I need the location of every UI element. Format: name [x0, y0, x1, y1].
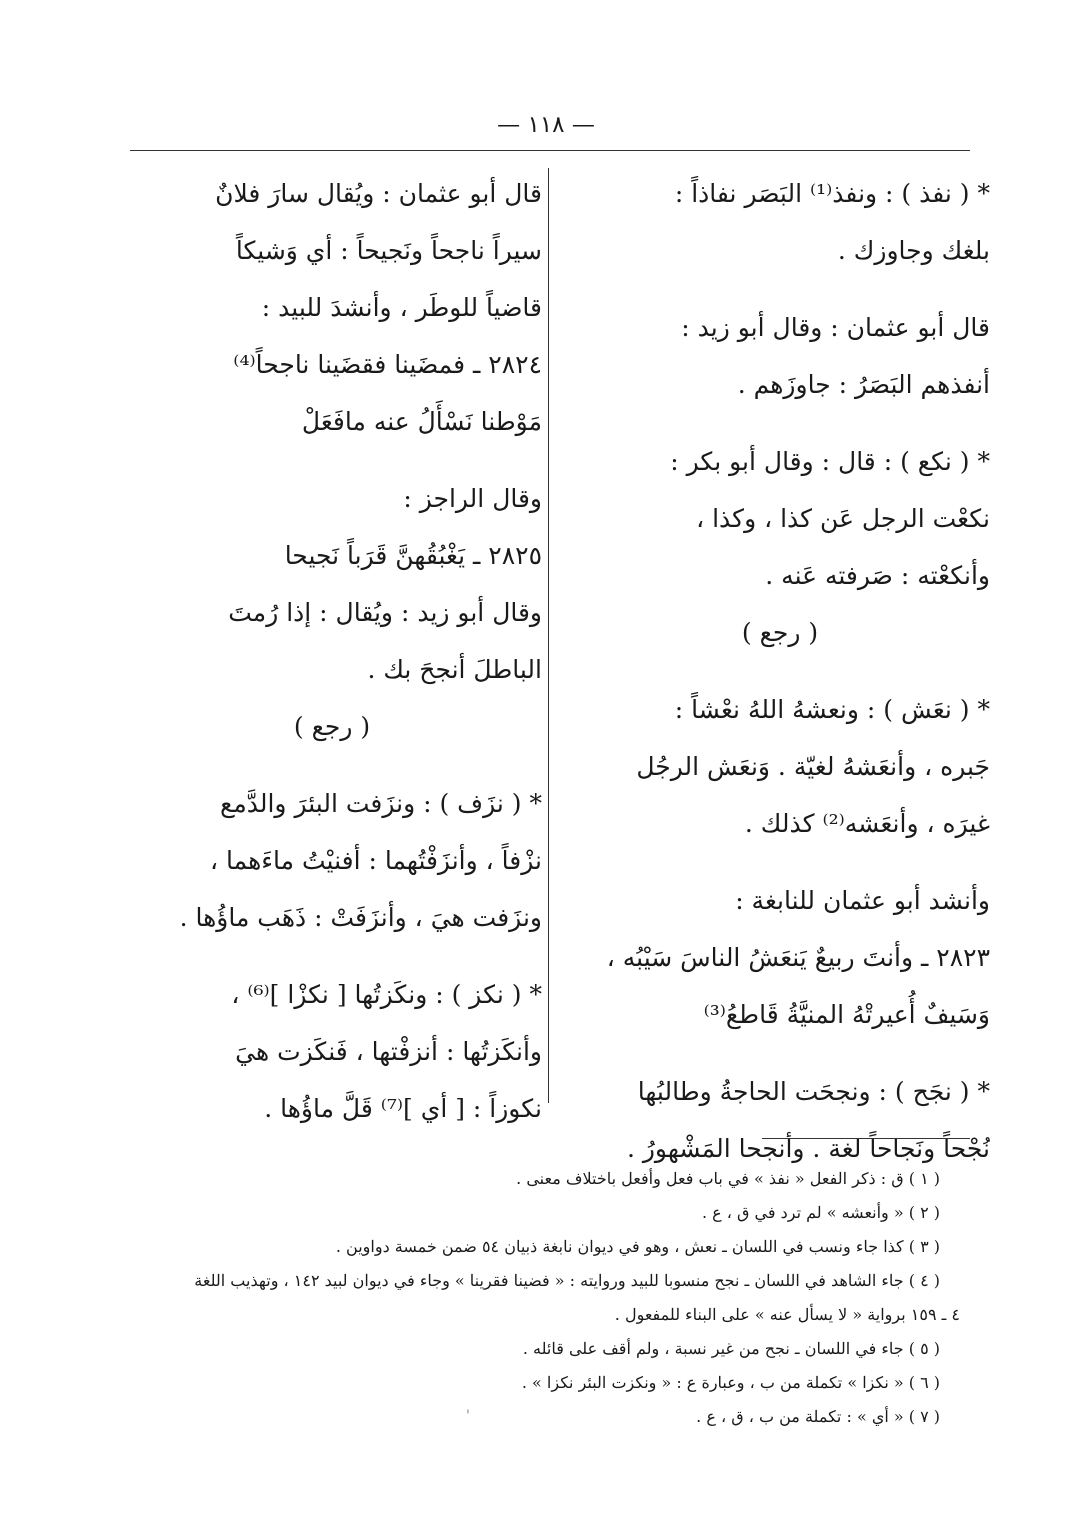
footnote: ( ٥ ) جاء في اللسان ـ نجح من غير نسبة ، ولم أقف على قائله . — [522, 1339, 940, 1358]
entry-line: جَبره ، وأنعَشهُ لغيّة . وَنعَش الرجُل — [636, 752, 990, 781]
entry-line: أنفذهم البَصَرُ : جاوزَهم . — [737, 370, 990, 399]
entry-line: وقال الراجز : — [403, 484, 542, 513]
header-rule — [130, 150, 970, 151]
footnote: ( ٧ ) « أي » : تكملة من ب ، ق ، ع . — [696, 1407, 940, 1426]
entry-line: * ( نعَش ) : ونعشهُ اللهُ نعْشاً : — [674, 695, 990, 724]
entry-line: سيراً ناجحاً ونَجيحاً : أي وَشيكاً — [235, 236, 542, 265]
entry-line: قاضياً للوطَر ، وأنشدَ للبيد : — [261, 293, 542, 322]
entry-line: غيرَه ، وأنعَشه⁽²⁾ كذلك . — [744, 809, 990, 838]
entry-line: * ( نجَح ) : ونجحَت الحاجةُ وطالبُها — [637, 1077, 990, 1106]
entry-line: نكعْت الرجل عَن كذا ، وكذا ، — [696, 504, 990, 533]
verse-line: ٢٨٢٥ ـ يَغْبُقُهنَّ قَرَباً نَجيحا — [284, 541, 542, 570]
footnote: ( ٦ ) « نكزا » تكملة من ب ، وعبارة ع : « ونكزت البئر نكزا » . — [521, 1373, 940, 1392]
entry-line: نزْفاً ، وأنزَفْتُهما : أفنيْتُ ماءَهما ، — [210, 846, 542, 875]
section-marker: ( رجع ) — [741, 618, 819, 647]
column-divider — [548, 168, 549, 1103]
entry-line: * ( نفذ ) : ونفذ⁽¹⁾ البَصَر نفاذاً : — [674, 179, 990, 208]
footnote: ( ٢ ) « وأنعشه » لم ترد في ق ، ع . — [701, 1203, 940, 1222]
entry-line: بلغك وجاوزك . — [837, 236, 990, 265]
entry-line: وأنكَزتُها : أنزفْتها ، فَنكَزت هيَ — [235, 1037, 542, 1066]
entry-line: نُجْحاً ونَجاحاً لغة . وأنجحا المَشْهورُ . — [626, 1134, 990, 1163]
right-column — [570, 165, 990, 1177]
page-number: — ١١٨ — — [497, 112, 595, 138]
verse-line: وَسَيفٌ أُعيرتْهُ المنيَّةُ قَاطعُ⁽³⁾ — [703, 1000, 990, 1029]
entry-line: قال أبو عثمان : وقال أبو زيد : — [681, 313, 990, 342]
footnote-continuation: ٤ ـ ١٥٩ برواية « لا يسأل عنه » على البناء للمفعول . — [614, 1305, 960, 1324]
entry-line: * ( نكع ) : قال : وقال أبو بكر : — [670, 447, 990, 476]
footnote: ( ٤ ) جاء الشاهد في اللسان ـ نجح منسوبا للبيد وروايته : « فضينا فقرينا » وجاء في ديوان لبيد ١٤٢ ، وتهذيب اللغة — [194, 1271, 940, 1290]
entry-line: وأنكعْته : صَرفته عَنه . — [765, 561, 990, 590]
footnote-rule — [762, 1138, 970, 1139]
entry-line: وقال أبو زيد : ويُقال : إذا رُمتَ — [228, 598, 542, 627]
entry-line: الباطلَ أنجحَ بك . — [367, 655, 542, 684]
scan-speck: ' — [466, 1408, 470, 1424]
entry-line: نكوزاً : [ أي ]⁽⁷⁾ قَلَّ ماؤُها . — [264, 1094, 542, 1123]
entry-line: ونزَفت هيَ ، وأنزَفَتْ : ذَهَب ماؤُها . — [179, 903, 542, 932]
footnotes — [150, 1162, 960, 1434]
footnote: ( ١ ) ق : ذكر الفعل « نفذ » في باب فعل وأفعل باختلاف معنى . — [516, 1169, 940, 1188]
entry-line: * ( نزَف ) : ونزَفت البئرَ والدَّمع — [220, 789, 542, 818]
verse-line: ٢٨٢٤ ـ فمضَينا فقضَينا ناجحاً⁽⁴⁾ — [233, 350, 542, 379]
entry-line: وأنشد أبو عثمان للنابغة : — [735, 886, 990, 915]
section-marker: ( رجع ) — [293, 712, 371, 741]
left-column — [122, 165, 542, 1137]
verse-line: ٢٨٢٣ ـ وأنتَ ربيعٌ يَنعَشُ الناسَ سَيْبُه ، — [606, 943, 990, 972]
footnote: ( ٣ ) كذا جاء ونسب في اللسان ـ نعش ، وهو في ديوان نابغة ذبيان ٥٤ ضمن خمسة دواوين . — [335, 1237, 940, 1256]
entry-line: * ( نكز ) : ونكَزتُها [ نكزْا ]⁽⁶⁾ ، — [231, 980, 542, 1009]
verse-line: مَوْطنا نَسْأَلُ عنه مافَعَلْ — [301, 407, 542, 436]
entry-line: قال أبو عثمان : ويُقال سارَ فلانٌ — [215, 179, 542, 208]
